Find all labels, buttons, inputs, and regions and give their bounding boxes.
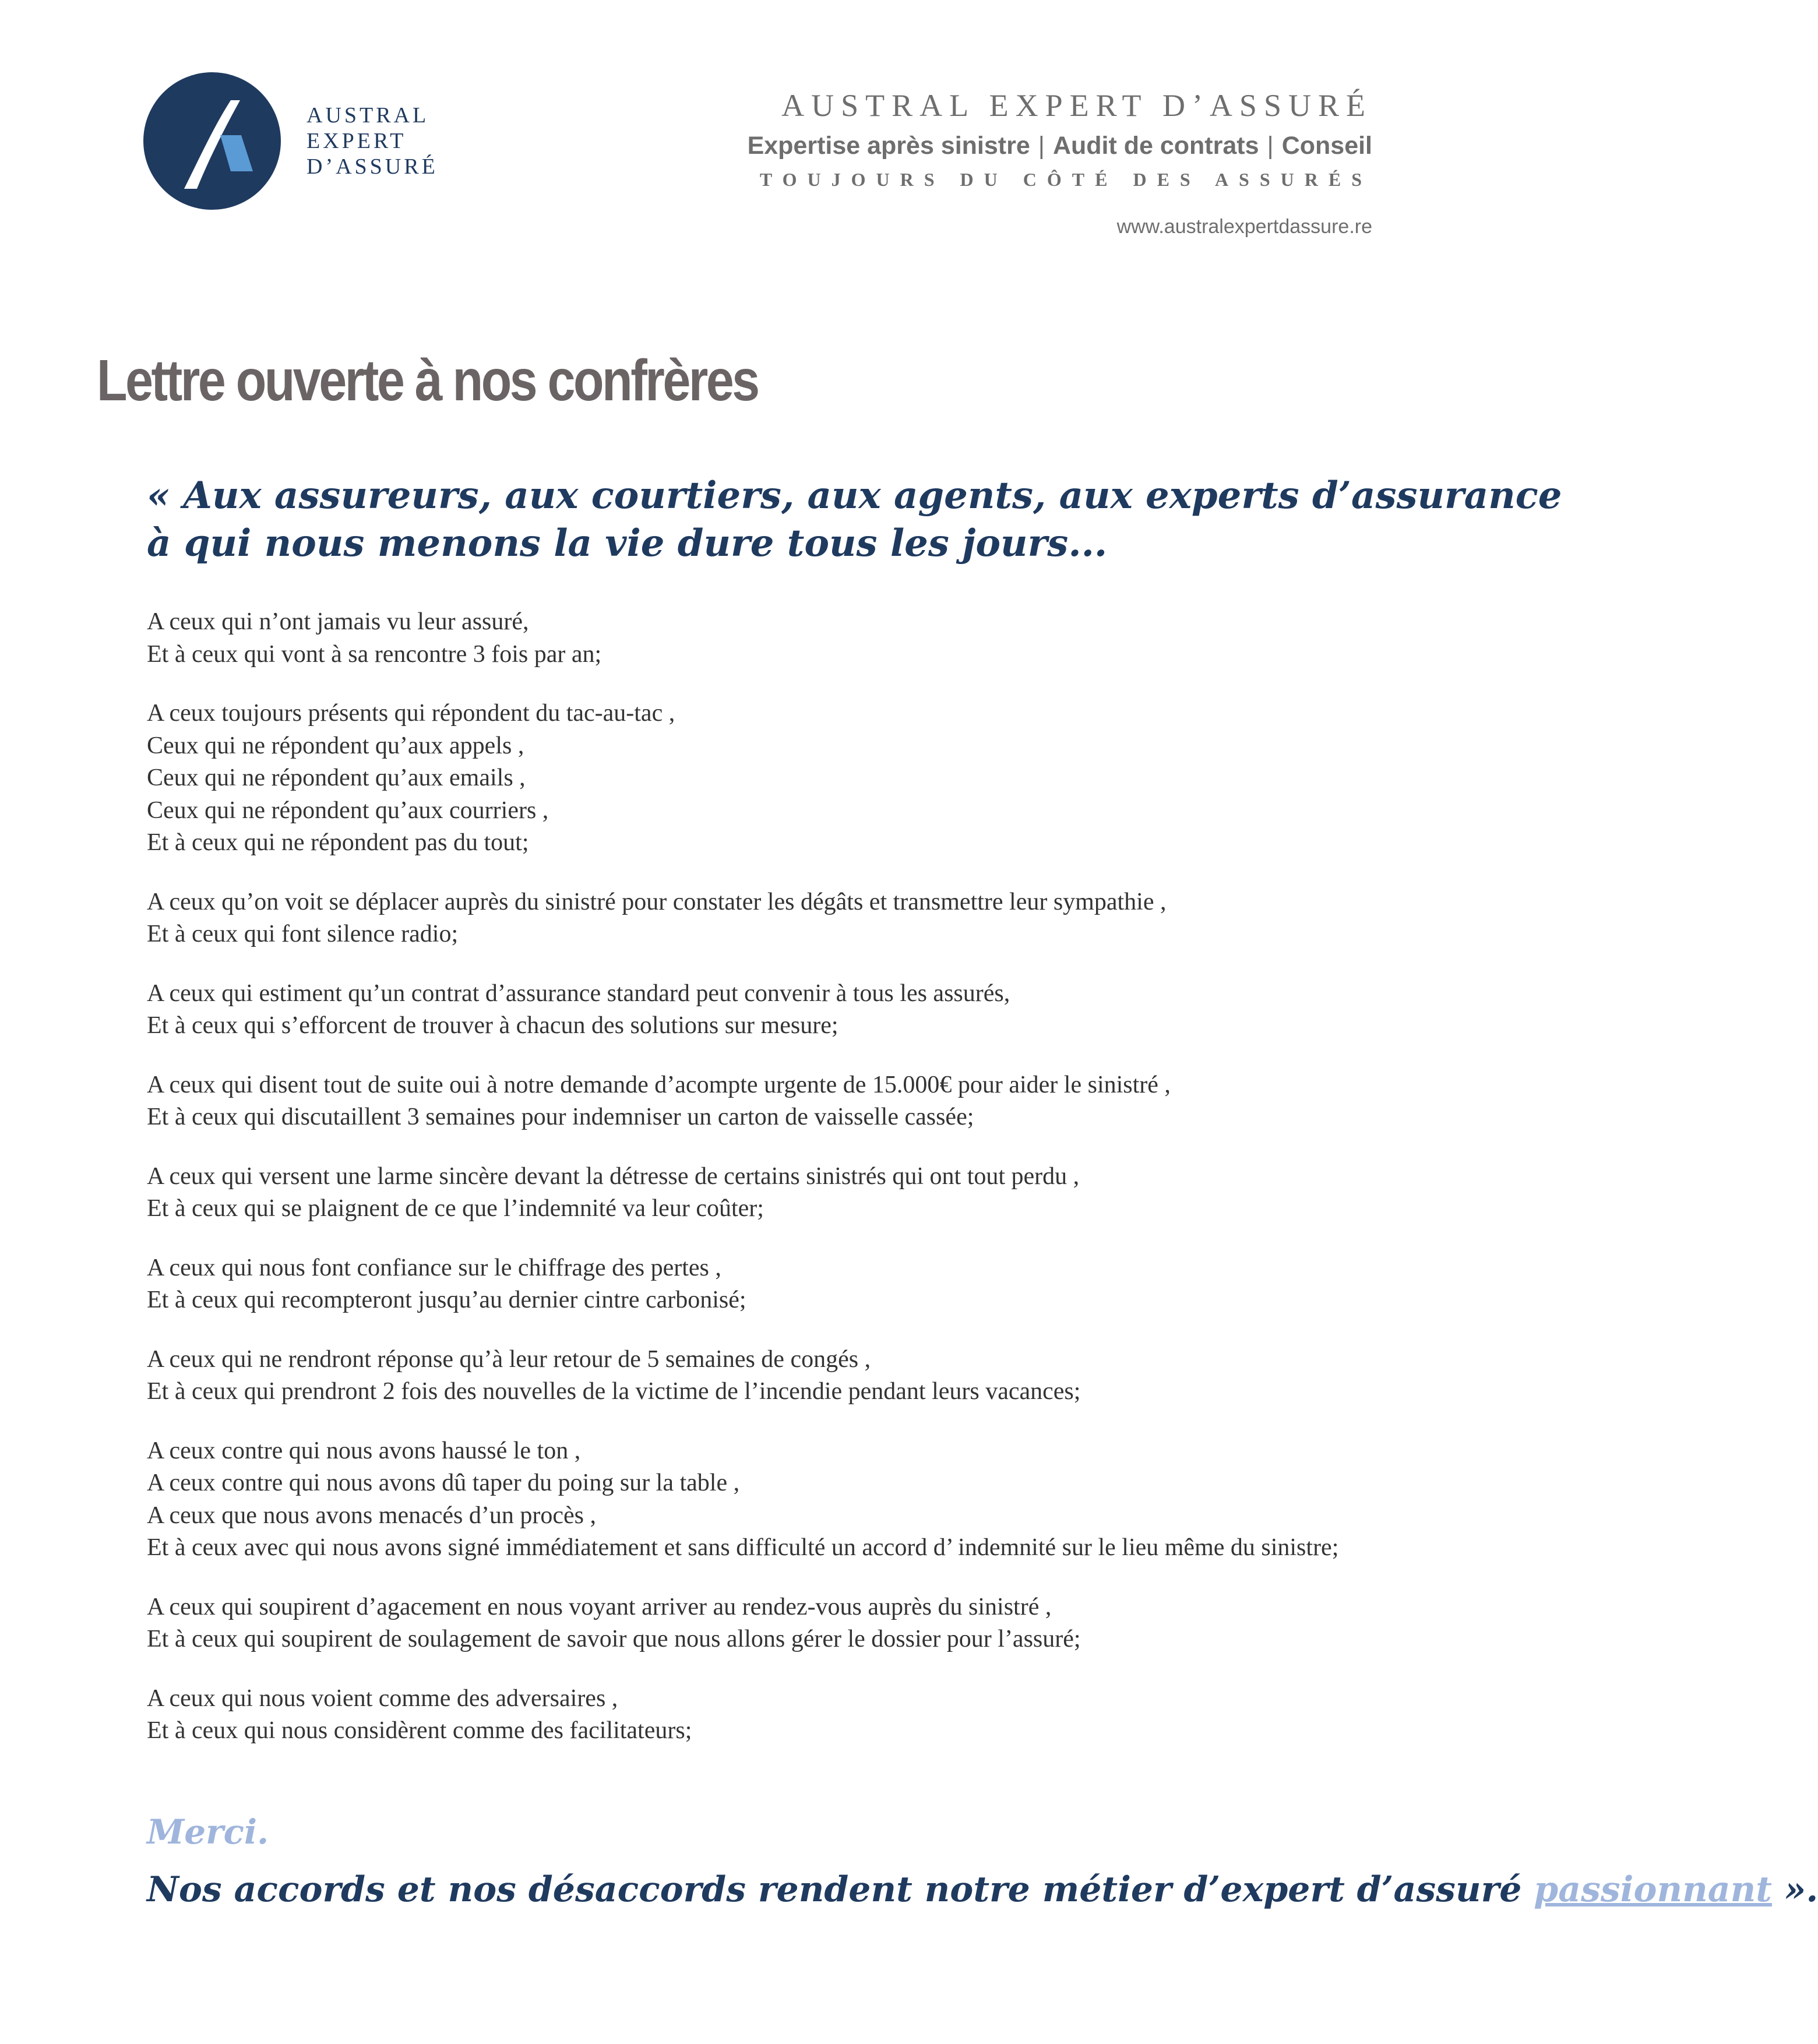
stanza-line: A ceux qui nous voient comme des adversaires , — [147, 1684, 618, 1712]
header-tagline: TOUJOURS DU CÔTÉ DES ASSURÉS — [759, 169, 1372, 190]
website-link[interactable]: www.australexpertdassure.re — [1116, 216, 1372, 238]
stanza — [147, 1591, 1394, 1656]
service-conseil: Conseil — [1281, 132, 1372, 160]
stanza — [147, 978, 1394, 1042]
service-expertise: Expertise après sinistre — [747, 132, 1030, 160]
stanza-line: Et à ceux qui discutaillent 3 semaines pour indemniser un carton de vaisselle cassée; — [147, 1104, 974, 1130]
stanza — [147, 1435, 1394, 1564]
closing-highlight: passionnant — [1534, 1869, 1772, 1910]
logo-line-3: D’ASSURÉ — [306, 154, 438, 179]
stanza-line: Et à ceux qui se plaignent de ce que l’indemnité va leur coûter; — [147, 1195, 764, 1222]
logo-wordmark — [306, 103, 438, 179]
stanza — [147, 606, 1394, 671]
stanza — [147, 1252, 1394, 1317]
closing-end: ». — [1771, 1869, 1818, 1910]
service-separator: | — [1267, 132, 1274, 160]
stanza-line: Et à ceux qui vont à sa rencontre 3 fois par an; — [147, 640, 602, 668]
header-services — [748, 132, 1372, 160]
stanza-line: Ceux qui ne répondent qu’aux emails , — [147, 764, 526, 791]
page-title: Lettre ouverte à nos confrères — [97, 348, 758, 413]
stanza — [147, 697, 1394, 859]
stanza-line: A ceux qui ne rendront réponse qu’à leur retour de 5 semaines de congés , — [147, 1345, 871, 1373]
stanza-line: Et à ceux qui ne répondent pas du tout; — [147, 829, 529, 856]
stanza — [147, 1683, 1394, 1747]
letter-body — [147, 606, 1394, 1774]
stanza-line: A ceux contre qui nous avons haussé le ton , — [147, 1437, 581, 1464]
stanza-line: Et à ceux qui font silence radio; — [147, 921, 459, 947]
company-logo-icon — [143, 72, 281, 210]
merci-text: Merci. — [147, 1812, 269, 1852]
stanza-line: A ceux qui versent une larme sincère devant la détresse de certains sinistrés qui ont tout perdu , — [147, 1162, 1080, 1190]
stanza-line: Et à ceux qui recompteront jusqu’au dernier cintre carbonisé; — [147, 1287, 746, 1313]
stanza-line: A ceux toujours présents qui répondent du tac-au-tac , — [147, 700, 675, 727]
stanza — [147, 1069, 1394, 1134]
stanza-line: A ceux qui nous font confiance sur le chiffrage des pertes , — [147, 1254, 721, 1281]
stanza-line: Et à ceux qui prendront 2 fois des nouvelles de la victime de l’incendie pendant leurs vacances; — [147, 1378, 1081, 1405]
logo-line-2: EXPERT — [306, 129, 407, 153]
stanza-line: A ceux que nous avons menacés d’un procès , — [147, 1502, 596, 1529]
intro-quote — [147, 472, 1562, 568]
stanza — [147, 1161, 1394, 1225]
stanza-line: A ceux qui soupirent d’agacement en nous voyant arriver au rendez-vous auprès du sinistré , — [147, 1593, 1052, 1620]
stanza-line: Et à ceux qui s’efforcent de trouver à chacun des solutions sur mesure; — [147, 1012, 838, 1039]
stanza-line: A ceux contre qui nous avons dû taper du poing sur la table , — [147, 1469, 740, 1496]
service-separator: | — [1038, 132, 1045, 160]
service-audit: Audit de contrats — [1052, 132, 1259, 160]
stanza-line: Et à ceux qui nous considèrent comme des facilitateurs; — [147, 1717, 692, 1744]
stanza-line: Ceux qui ne répondent qu’aux appels , — [147, 732, 524, 759]
closing-line — [147, 1869, 1818, 1910]
stanza-line: A ceux qui n’ont jamais vu leur assuré, — [147, 608, 529, 635]
stanza-line: Et à ceux avec qui nous avons signé immédiatement et sans difficulté un accord d’ indemnité sur le lieu même du sinistre; — [147, 1534, 1339, 1561]
stanza — [147, 886, 1394, 951]
logo-line-1: AUSTRAL — [306, 103, 429, 128]
stanza-line: A ceux qui estiment qu’un contrat d’assurance standard peut convenir à tous les assurés, — [147, 979, 1010, 1007]
closing-text: Nos accords et nos désaccords rendent notre métier d’expert d’assuré — [147, 1869, 1534, 1910]
stanza-line: Ceux qui ne répondent qu’aux courriers , — [147, 797, 549, 824]
stanza-line: A ceux qui disent tout de suite oui à notre demande d’acompte urgente de 15.000€ pour aider le sinistré , — [147, 1071, 1171, 1098]
stanza-line: A ceux qu’on voit se déplacer auprès du sinistré pour constater les dégâts et transmettre leur sympathie , — [147, 888, 1167, 915]
stanza — [147, 1344, 1394, 1408]
intro-line-1: « Aux assureurs, aux courtiers, aux agents, aux experts d’assurance — [147, 474, 1562, 517]
stanza-line: Et à ceux qui soupirent de soulagement de savoir que nous allons gérer le dossier pour l’assuré; — [147, 1626, 1081, 1652]
header-company-name: AUSTRAL EXPERT D’ASSURÉ — [781, 88, 1372, 123]
intro-line-2: à qui nous menons la vie dure tous les jours... — [147, 521, 1108, 565]
